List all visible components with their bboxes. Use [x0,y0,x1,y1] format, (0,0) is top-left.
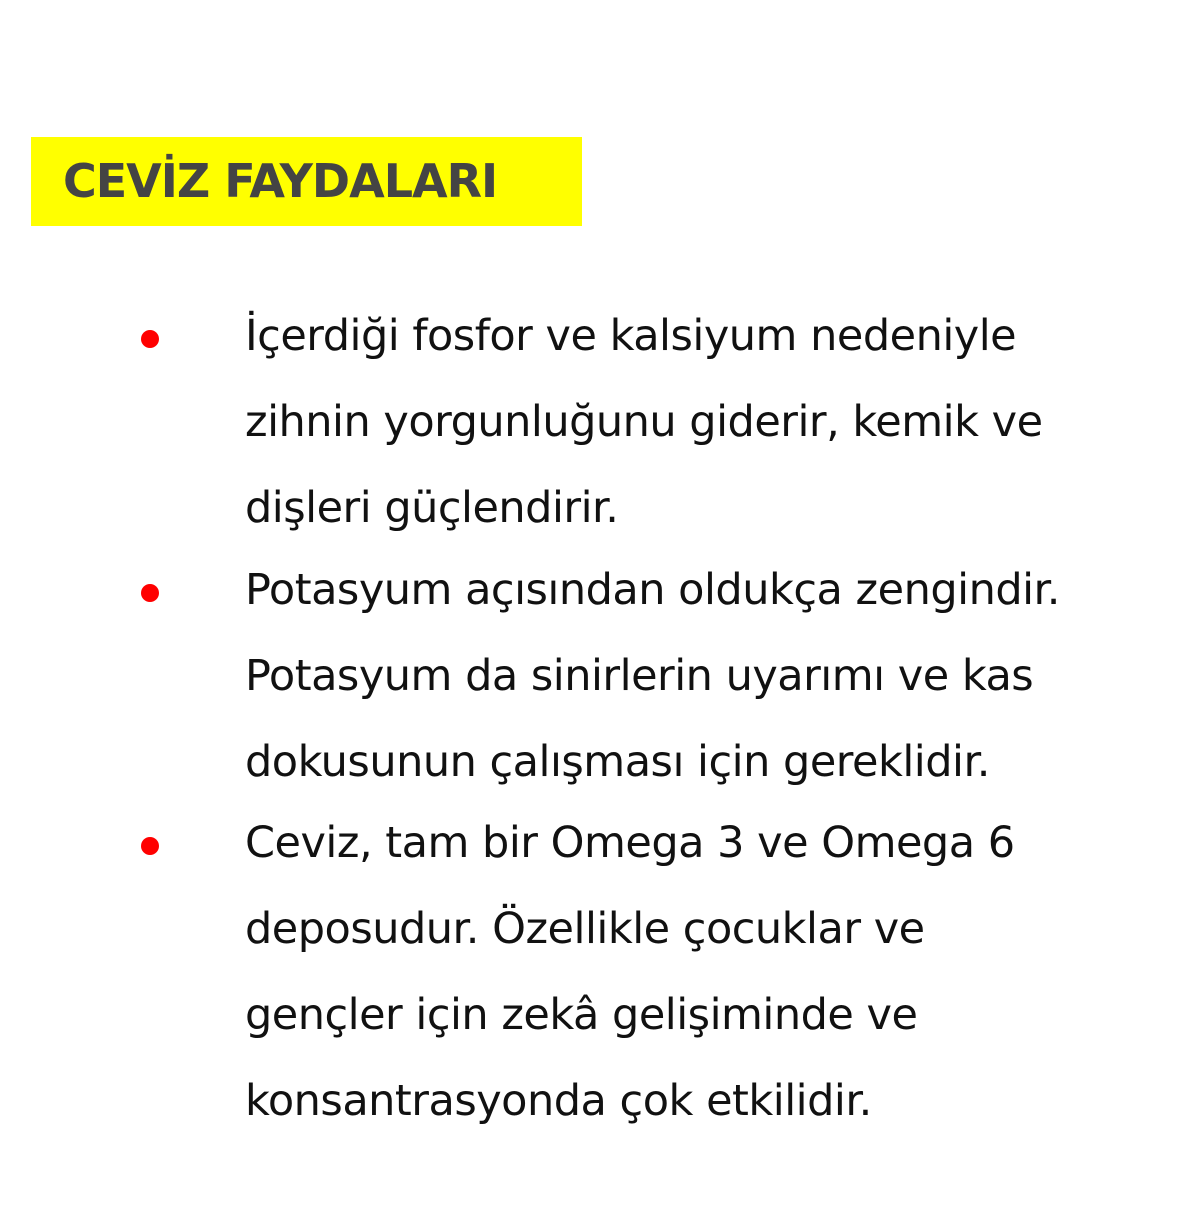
text-line: Ceviz, tam bir Omega 3 ve Omega 6 [245,818,1015,868]
text-line: dişleri güçlendirir. [245,483,619,533]
text-line: gençler için zekâ gelişiminde ve [245,990,918,1040]
text-line: dokusunun çalışması için gereklidir. [245,737,990,787]
list-item-text [245,800,1190,1144]
text-line: Potasyum açısından oldukça zengindir. [245,565,1060,615]
list-item-text [245,547,1190,805]
text-line: zihnin yorgunluğunu giderir, kemik ve [245,397,1043,447]
bullet-icon [141,837,159,855]
text-line: İçerdiği fosfor ve kalsiyum nedeniyle [245,311,1017,361]
text-line: Potasyum da sinirlerin uyarımı ve kas [245,651,1034,701]
list-item-text [245,293,1190,551]
bullet-icon [141,330,159,348]
heading-highlight [31,137,582,226]
bullet-icon [141,584,159,602]
text-line: konsantrasyonda çok etkilidir. [245,1076,872,1126]
text-line: deposudur. Özellikle çocuklar ve [245,904,925,954]
page-title: CEVİZ FAYDALARI [63,154,498,208]
